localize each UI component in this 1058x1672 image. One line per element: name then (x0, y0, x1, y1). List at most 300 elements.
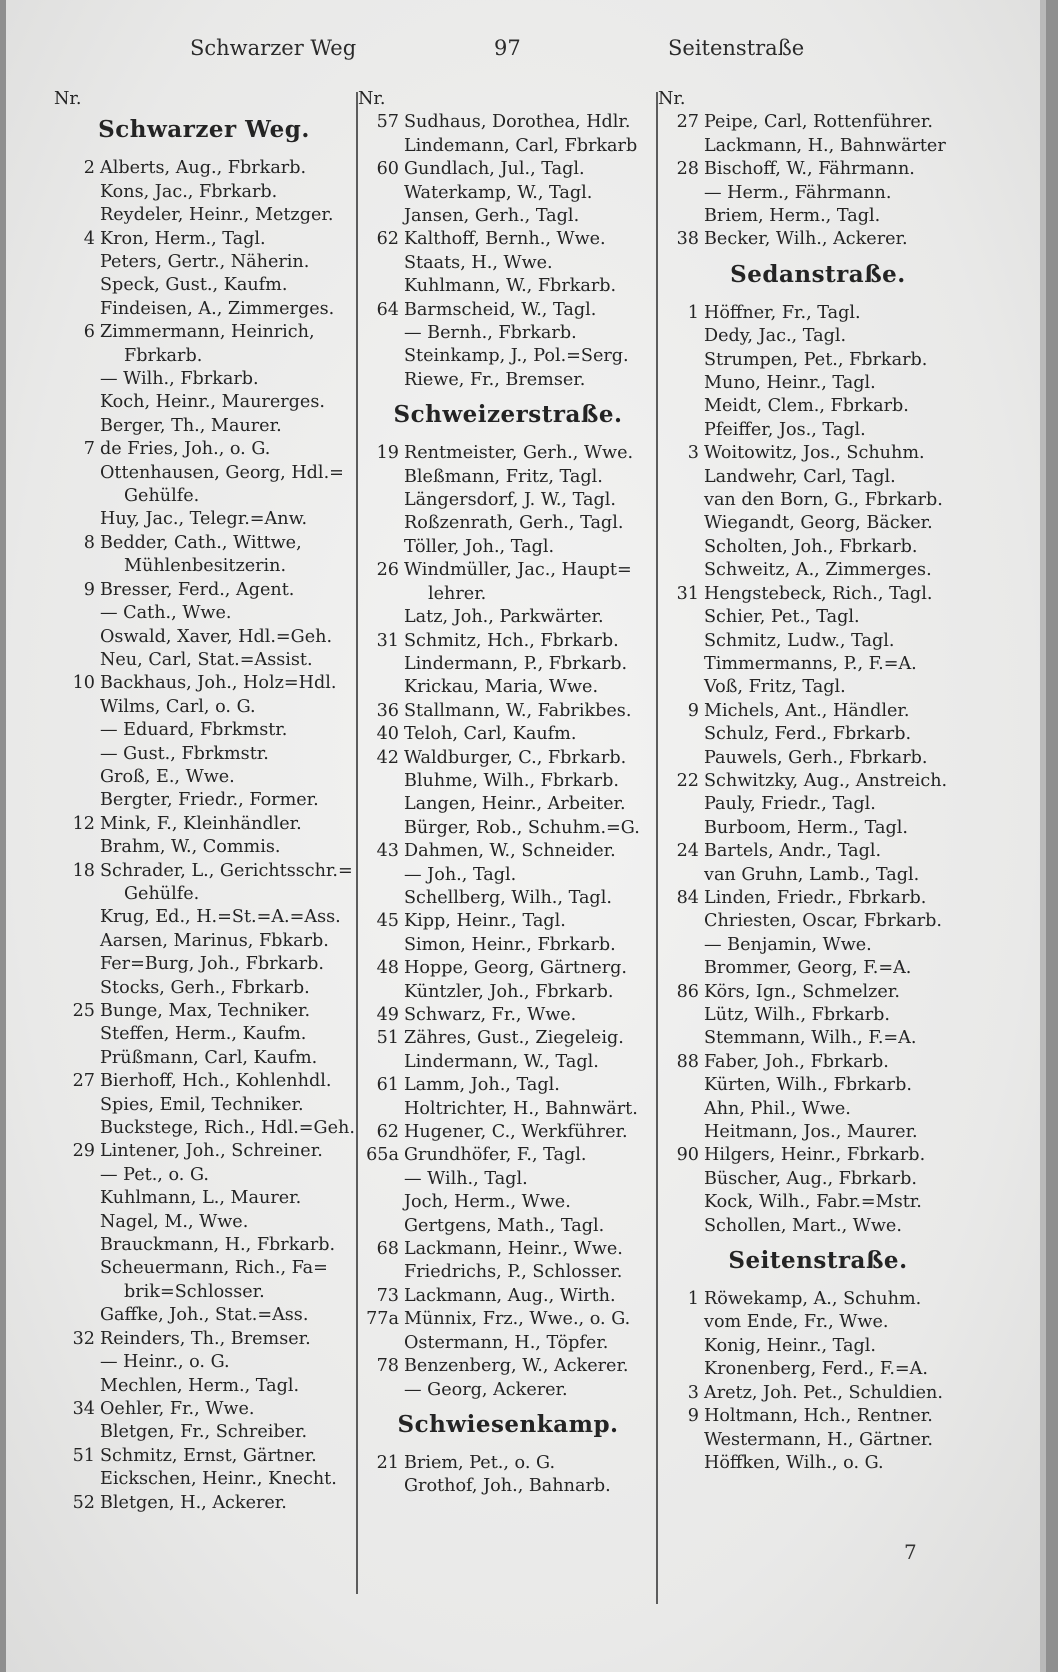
house-number (658, 864, 704, 887)
directory-entry (54, 1070, 354, 1093)
house-number (658, 934, 704, 957)
resident-entry: Peters, Gertr., Näherin. (100, 252, 310, 273)
directory-entry (658, 981, 978, 1004)
resident-entry: Körs, Ign., Schmelzer. (704, 981, 900, 1002)
house-number: 7 (83, 439, 95, 460)
resident-entry: Büscher, Aug., Fbrkarb. (704, 1168, 917, 1189)
directory-entry (658, 1121, 978, 1144)
house-number: 3 (687, 443, 699, 464)
directory-entry (658, 419, 978, 442)
resident-entry: Bresser, Ferd., Agent. (100, 579, 295, 600)
house-number (54, 1164, 100, 1187)
resident-entry: Eickschen, Heinr., Knecht. (100, 1469, 337, 1490)
directory-entry (358, 1285, 658, 1308)
resident-entry: Scheuermann, Rich., Fa= (100, 1258, 328, 1279)
house-number: 1 (687, 302, 699, 323)
directory-entry (54, 1094, 354, 1117)
house-number: 73 (376, 1285, 399, 1306)
street-heading: Schwiesenkamp. (397, 1410, 619, 1438)
directory-entry (54, 1000, 354, 1023)
resident-entry: Teloh, Carl, Kaufm. (404, 724, 577, 745)
house-number: 29 (72, 1141, 95, 1162)
resident-entry: Linden, Friedr., Fbrkarb. (704, 887, 927, 908)
directory-entry (358, 606, 658, 629)
directory-entry (358, 1004, 658, 1027)
house-number (658, 606, 704, 629)
directory-entry (358, 228, 658, 251)
directory-entry (658, 205, 978, 228)
directory-entry (358, 910, 658, 933)
resident-entry: Waterkamp, W., Tagl. (404, 182, 593, 203)
directory-entry (658, 536, 978, 559)
resident-entry: Friedrichs, P., Schlosser. (404, 1262, 623, 1283)
running-header (6, 36, 1046, 70)
resident-entry: Barmscheid, W., Tagl. (404, 299, 597, 320)
resident-entry: Krug, Ed., H.=St.=A.=Ass. (100, 907, 341, 928)
directory-entry (54, 579, 354, 602)
resident-entry: Stemmann, Wilh., F.=A. (704, 1028, 917, 1049)
house-number: 77a (366, 1309, 399, 1330)
directory-entry (358, 559, 658, 582)
house-number (658, 723, 704, 746)
house-number (54, 649, 100, 672)
house-number (358, 583, 404, 606)
resident-entry: Bürger, Rob., Schuhm.=G. (404, 817, 640, 838)
house-number: 31 (376, 630, 399, 651)
house-number (658, 1027, 704, 1050)
directory-entry (358, 1215, 658, 1238)
house-number: 68 (376, 1239, 399, 1260)
directory-entry (358, 135, 658, 158)
directory-entry (358, 1074, 658, 1097)
directory-entry (54, 508, 354, 531)
directory-entry (358, 536, 658, 559)
directory-entry (358, 981, 658, 1004)
directory-entry (358, 252, 658, 275)
house-number: 49 (376, 1005, 399, 1026)
house-number (358, 536, 404, 559)
resident-entry: Münnix, Frz., Wwe., o. G. (404, 1309, 631, 1330)
resident-entry: Nagel, M., Wwe. (100, 1211, 249, 1232)
resident-entry: Lamm, Joh., Tagl. (404, 1075, 560, 1096)
resident-entry: Grothof, Joh., Bahnarb. (404, 1476, 611, 1497)
directory-entry (54, 743, 354, 766)
directory-entry (54, 813, 354, 836)
resident-entry: Spies, Emil, Techniker. (100, 1094, 304, 1115)
directory-entry (54, 1468, 354, 1491)
resident-entry: Bischoff, W., Fährmann. (704, 159, 915, 180)
house-number (54, 1375, 100, 1398)
house-number: 8 (83, 532, 95, 553)
resident-entry: Bletgen, H., Ackerer. (100, 1492, 287, 1513)
directory-entry (358, 864, 658, 887)
directory-entry (358, 583, 658, 606)
directory-entry (658, 583, 978, 606)
house-number (54, 626, 100, 649)
directory-entry (658, 630, 978, 653)
resident-entry: Kronenberg, Ferd., F.=A. (704, 1359, 928, 1380)
resident-entry: Stocks, Gerh., Fbrkarb. (100, 977, 310, 998)
resident-entry: Bartels, Andr., Tagl. (704, 841, 882, 862)
house-number: 43 (376, 841, 399, 862)
house-number: 25 (72, 1001, 95, 1022)
directory-entry (358, 442, 658, 465)
directory-entry (358, 512, 658, 535)
directory-entry (54, 906, 354, 929)
resident-entry: lehrer. (428, 583, 487, 604)
resident-entry: Brommer, Georg, F.=A. (704, 958, 912, 979)
resident-entry: Hoppe, Georg, Gärtnerg. (404, 958, 628, 979)
directory-entry (658, 1098, 978, 1121)
directory-entry (54, 719, 354, 742)
house-number (54, 415, 100, 438)
resident-entry: Holtmann, Hch., Rentner. (704, 1406, 933, 1427)
house-number: 52 (72, 1492, 95, 1513)
resident-entry: Windmüller, Jac., Haupt= (404, 560, 632, 581)
house-number (54, 977, 100, 1000)
directory-entry (658, 1004, 978, 1027)
directory-entry (658, 158, 978, 181)
resident-entry: Oehler, Fr., Wwe. (100, 1398, 255, 1419)
resident-entry: Pfeiffer, Jos., Tagl. (704, 419, 866, 440)
directory-entry (658, 887, 978, 910)
resident-entry: Backhaus, Joh., Holz=Hdl. (100, 673, 337, 694)
directory-entry (658, 372, 978, 395)
directory-entry (54, 602, 354, 625)
directory-entry (358, 1261, 658, 1284)
directory-entry (658, 395, 978, 418)
house-number (658, 747, 704, 770)
resident-entry: Meidt, Clem., Fbrkarb. (704, 396, 909, 417)
house-number (358, 182, 404, 205)
house-number: 27 (72, 1071, 95, 1092)
house-number (54, 204, 100, 227)
directory-entry (358, 1379, 658, 1402)
house-number (54, 1234, 100, 1257)
house-number (358, 1098, 404, 1121)
house-number (658, 1191, 704, 1214)
resident-entry: Riewe, Fr., Bremser. (404, 369, 586, 390)
directory-entry (658, 770, 978, 793)
house-number (358, 1332, 404, 1355)
resident-entry: — Wilh., Tagl. (404, 1168, 528, 1189)
directory-entry (658, 1405, 978, 1428)
house-number (658, 910, 704, 933)
resident-entry: — Gust., Fbrkmstr. (100, 743, 269, 764)
directory-entry (54, 1492, 354, 1515)
resident-entry: Hugener, C., Werkführer. (404, 1122, 628, 1143)
directory-entry (658, 1074, 978, 1097)
directory-entry (54, 204, 354, 227)
resident-entry: Zähres, Gust., Ziegeleig. (404, 1028, 624, 1049)
resident-entry: Bunge, Max, Techniker. (100, 1001, 311, 1022)
directory-entry (358, 466, 658, 489)
resident-entry: Langen, Heinr., Arbeiter. (404, 794, 626, 815)
directory-entry (54, 930, 354, 953)
resident-entry: Waldburger, C., Fbrkarb. (404, 747, 627, 768)
resident-entry: van Gruhn, Lamb., Tagl. (704, 864, 920, 885)
resident-entry: Kuhlmann, L., Maurer. (100, 1188, 302, 1209)
house-number (358, 606, 404, 629)
resident-entry: Simon, Heinr., Fbrkarb. (404, 934, 616, 955)
house-number (358, 345, 404, 368)
resident-entry: Reydeler, Heinr., Metzger. (100, 205, 334, 226)
directory-entry (658, 1358, 978, 1381)
house-number (358, 1475, 404, 1498)
directory-entry (54, 157, 354, 180)
house-number: 57 (376, 112, 399, 133)
house-number (658, 1121, 704, 1144)
directory-entry (658, 1429, 978, 1452)
house-number: 62 (376, 1122, 399, 1143)
resident-entry: Jansen, Gerh., Tagl. (404, 206, 580, 227)
resident-entry: Scholten, Joh., Fbrkarb. (704, 536, 918, 557)
directory-entry (54, 321, 354, 344)
resident-entry: Oswald, Xaver, Hdl.=Geh. (100, 626, 333, 647)
house-number (658, 630, 704, 653)
resident-entry: — Joh., Tagl. (404, 864, 517, 885)
directory-entry (658, 302, 978, 325)
house-number (54, 1047, 100, 1070)
directory-entry (658, 349, 978, 372)
resident-entry: Lintener, Joh., Schreiner. (100, 1141, 323, 1162)
house-number (54, 1468, 100, 1491)
directory-entry (54, 485, 354, 508)
house-number (358, 1379, 404, 1402)
house-number (358, 1168, 404, 1191)
directory-entry (54, 251, 354, 274)
resident-entry: Brahm, W., Commis. (100, 837, 281, 858)
directory-entry (658, 723, 978, 746)
directory-entry (358, 1191, 658, 1214)
house-number (658, 676, 704, 699)
directory-entry (54, 883, 354, 906)
resident-entry: Kürten, Wilh., Fbrkarb. (704, 1075, 912, 1096)
directory-entry (358, 817, 658, 840)
house-number (54, 883, 100, 906)
resident-entry: Kons, Jac., Fbrkarb. (100, 181, 278, 202)
directory-entry (54, 836, 354, 859)
house-number (54, 508, 100, 531)
house-number (358, 981, 404, 1004)
house-number (358, 205, 404, 228)
directory-entry (54, 1234, 354, 1257)
house-number (358, 887, 404, 910)
house-number (358, 369, 404, 392)
resident-entry: Holtrichter, H., Bahnwärt. (404, 1098, 638, 1119)
nr-label: Nr. (658, 89, 686, 109)
directory-entry (54, 1351, 354, 1374)
resident-entry: Alberts, Aug., Fbrkarb. (100, 158, 307, 179)
house-number (54, 1421, 100, 1444)
directory-entry (658, 489, 978, 512)
house-number: 9 (687, 1406, 699, 1427)
house-number: 48 (376, 958, 399, 979)
resident-entry: Landwehr, Carl, Tagl. (704, 466, 896, 487)
resident-entry: Dedy, Jac., Tagl. (704, 326, 847, 347)
directory-entry (54, 1281, 354, 1304)
house-number: 9 (83, 579, 95, 600)
resident-entry: Speck, Gust., Kaufm. (100, 275, 288, 296)
resident-entry: Fer=Burg, Joh., Fbrkarb. (100, 954, 324, 975)
resident-entry: van den Born, G., Fbrkarb. (704, 490, 943, 511)
house-number (658, 349, 704, 372)
house-number: 42 (376, 747, 399, 768)
resident-entry: Briem, Pet., o. G. (404, 1452, 556, 1473)
resident-entry: Peipe, Carl, Rottenführer. (704, 112, 933, 133)
house-number (54, 251, 100, 274)
directory-column-1 (54, 88, 354, 1515)
resident-entry: Michels, Ant., Händler. (704, 700, 910, 721)
resident-entry: Reinders, Th., Bremser. (100, 1328, 311, 1349)
resident-entry: Brauckmann, H., Fbrkarb. (100, 1235, 336, 1256)
directory-entry (358, 345, 658, 368)
house-number (54, 298, 100, 321)
house-number (358, 252, 404, 275)
house-number (358, 322, 404, 345)
house-number (54, 181, 100, 204)
directory-entry (358, 630, 658, 653)
house-number: 27 (676, 112, 699, 133)
directory-entry (658, 700, 978, 723)
house-number (54, 555, 100, 578)
directory-entry (658, 1215, 978, 1238)
house-number (658, 419, 704, 442)
resident-entry: Faber, Joh., Fbrkarb. (704, 1051, 889, 1072)
house-number: 2 (83, 158, 95, 179)
resident-entry: Kock, Wilh., Fabr.=Mstr. (704, 1192, 922, 1213)
resident-entry: Gehülfe. (124, 486, 200, 507)
resident-entry: — Georg, Ackerer. (404, 1379, 568, 1400)
house-number (658, 182, 704, 205)
house-number: 60 (376, 159, 399, 180)
house-number (54, 1304, 100, 1327)
resident-entry: Schollen, Mart., Wwe. (704, 1215, 902, 1236)
house-number: 31 (676, 583, 699, 604)
house-number: 38 (676, 229, 699, 250)
directory-entry (54, 228, 354, 251)
resident-entry: Lackmann, Heinr., Wwe. (404, 1239, 623, 1260)
directory-entry (54, 953, 354, 976)
house-number (54, 368, 100, 391)
resident-entry: Längersdorf, J. W., Tagl. (404, 490, 616, 511)
resident-entry: Groß, E., Wwe. (100, 766, 235, 787)
directory-entry (358, 747, 658, 770)
house-number (54, 1117, 100, 1140)
house-number: 51 (376, 1028, 399, 1049)
directory-entry (658, 817, 978, 840)
house-number: 51 (72, 1445, 95, 1466)
resident-entry: Kron, Herm., Tagl. (100, 228, 266, 249)
directory-entry (358, 1355, 658, 1378)
resident-entry: Steffen, Herm., Kaufm. (100, 1024, 307, 1045)
house-number (54, 345, 100, 368)
resident-entry: Joch, Herm., Wwe. (404, 1192, 571, 1213)
directory-entry (358, 1238, 658, 1261)
resident-entry: brik=Schlosser. (124, 1281, 265, 1302)
resident-entry: Kuhlmann, W., Fbrkarb. (404, 276, 617, 297)
directory-entry (54, 1047, 354, 1070)
house-number (54, 274, 100, 297)
directory-entry (658, 1311, 978, 1334)
house-number (54, 1281, 100, 1304)
directory-entry (358, 793, 658, 816)
resident-entry: Roßzenrath, Gerh., Tagl. (404, 513, 624, 534)
resident-entry: Küntzler, Joh., Fbrkarb. (404, 981, 614, 1002)
resident-entry: — Eduard, Fbrkmstr. (100, 720, 288, 741)
resident-entry: Koch, Heinr., Maurerges. (100, 392, 325, 413)
directory-entry (54, 274, 354, 297)
directory-entry (658, 1168, 978, 1191)
house-number (358, 817, 404, 840)
house-number: 62 (376, 229, 399, 250)
resident-entry: Timmermanns, P., F.=A. (704, 653, 917, 674)
resident-entry: Woitowitz, Jos., Schuhm. (704, 443, 925, 464)
house-number: 28 (676, 159, 699, 180)
resident-entry: — Heinr., o. G. (100, 1352, 230, 1373)
house-number: 18 (72, 860, 95, 881)
house-number: 86 (676, 981, 699, 1002)
resident-entry: Lindermann, W., Tagl. (404, 1051, 599, 1072)
resident-entry: Lütz, Wilh., Fbrkarb. (704, 1005, 890, 1026)
resident-entry: Schier, Pet., Tagl. (704, 607, 860, 628)
house-number (54, 766, 100, 789)
street-heading: Seitenstraße. (728, 1247, 908, 1275)
directory-entry (358, 1098, 658, 1121)
resident-entry: Bedder, Cath., Wittwe, (100, 532, 302, 553)
directory-entry (54, 1421, 354, 1444)
resident-entry: Schmitz, Hch., Fbrkarb. (404, 630, 619, 651)
directory-page (6, 0, 1046, 1672)
directory-entry (358, 934, 658, 957)
resident-entry: Neu, Carl, Stat.=Assist. (100, 649, 313, 670)
resident-entry: Mink, F., Kleinhändler. (100, 813, 302, 834)
resident-entry: Westermann, H., Gärtner. (704, 1429, 933, 1450)
resident-entry: Lindemann, Carl, Fbrkarb (404, 135, 638, 156)
street-heading: Sedanstraße. (730, 260, 906, 288)
house-number (658, 793, 704, 816)
house-number (54, 1187, 100, 1210)
house-number: 45 (376, 911, 399, 932)
resident-entry: Lackmann, Aug., Wirth. (404, 1285, 616, 1306)
resident-entry: Schmitz, Ernst, Gärtner. (100, 1445, 317, 1466)
resident-entry: Sudhaus, Dorothea, Hdlr. (404, 112, 631, 133)
resident-entry: Schwitzky, Aug., Anstreich. (704, 770, 948, 791)
directory-entry (54, 1445, 354, 1468)
directory-entry (358, 676, 658, 699)
resident-entry: Prüßmann, Carl, Kaufm. (100, 1047, 318, 1068)
resident-entry: Dahmen, W., Schneider. (404, 841, 616, 862)
directory-entry (658, 934, 978, 957)
resident-entry: Schweitz, A., Zimmerges. (704, 560, 932, 581)
directory-entry (54, 345, 354, 368)
directory-entry (54, 1328, 354, 1351)
directory-entry (54, 1187, 354, 1210)
house-number (358, 864, 404, 887)
directory-entry (658, 325, 978, 348)
directory-entry (658, 1191, 978, 1214)
resident-entry: Bergter, Friedr., Former. (100, 790, 319, 811)
resident-entry: Konig, Heinr., Tagl. (704, 1335, 876, 1356)
house-number: 6 (83, 322, 95, 343)
nr-label: Nr. (358, 89, 386, 109)
resident-entry: — Bernh., Fbrkarb. (404, 323, 577, 344)
directory-entry (54, 181, 354, 204)
resident-entry: Zimmermann, Heinrich, (100, 322, 315, 343)
house-number (658, 536, 704, 559)
resident-entry: Kipp, Heinr., Tagl. (404, 911, 566, 932)
house-number (658, 135, 704, 158)
